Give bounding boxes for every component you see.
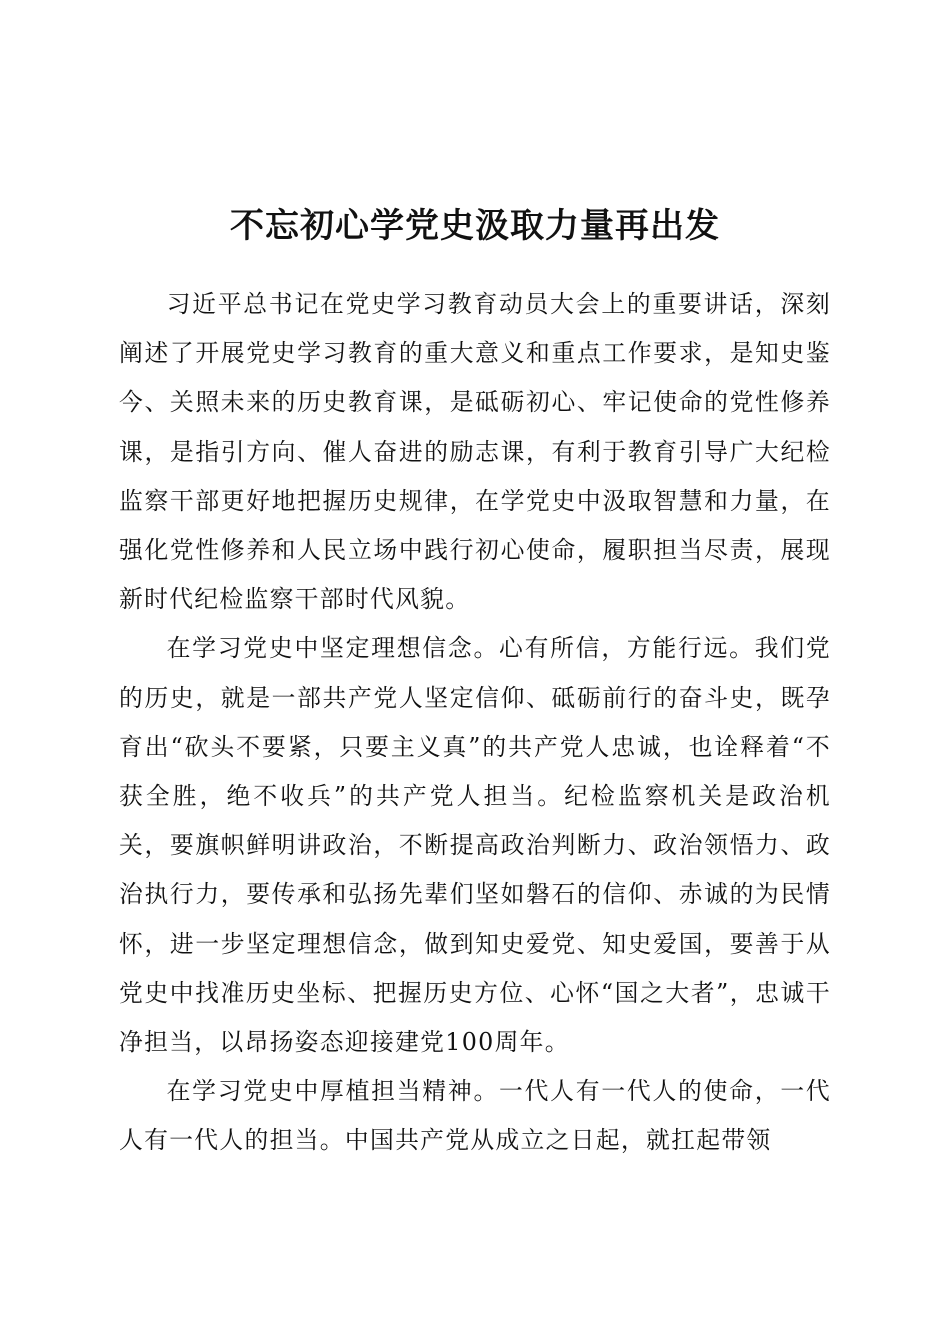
paragraph-intro: 习近平总书记在党史学习教育动员大会上的重要讲话，深刻阐述了开展党史学习教育的重大意义和重点工作要求，是知史鉴今、关照未来的历史教育课，是砥砺初心、牢记使命的党性修养课，是指引方向、催人奋进的励志课，有利于教育引导广大纪检监察干部更好地把握历史规律，在学党史中汲取智慧和力量，在强化党性修养和人民立场中践行初心使命，履职担当尽责，展现新时代纪检监察干部时代风貌。 — [119, 290, 831, 614]
document-body — [119, 280, 831, 1166]
paragraph-responsibility: 在学习党史中厚植担当精神。一代人有一代人的使命，一代人有一代人的担当。中国共产党从成立之日起，就扛起带领 — [119, 1077, 831, 1155]
paragraph-ideals: 在学习党史中坚定理想信念。心有所信，方能行远。我们党的历史，就是一部共产党人坚定信仰、砥砺前行的奋斗史，既孕育出“砍头不要紧，只要主义真”的共产党人忠诚，也诠释着“不获全胜，绝不收兵”的共产党人担当。纪检监察机关是政治机关，要旗帜鲜明讲政治，不断提高政治判断力、政治领悟力、政治执行力，要传承和弘扬先辈们坚如磐石的信仰、赤诚的为民情怀，进一步坚定理想信念，做到知史爱党、知史爱国，要善于从党史中找准历史坐标、把握历史方位、心怀“国之大者”，忠诚干净担当，以昂扬姿态迎接建党100周年。 — [119, 634, 831, 1057]
document-title: 不忘初心学党史汲取力量再出发 — [230, 206, 720, 246]
